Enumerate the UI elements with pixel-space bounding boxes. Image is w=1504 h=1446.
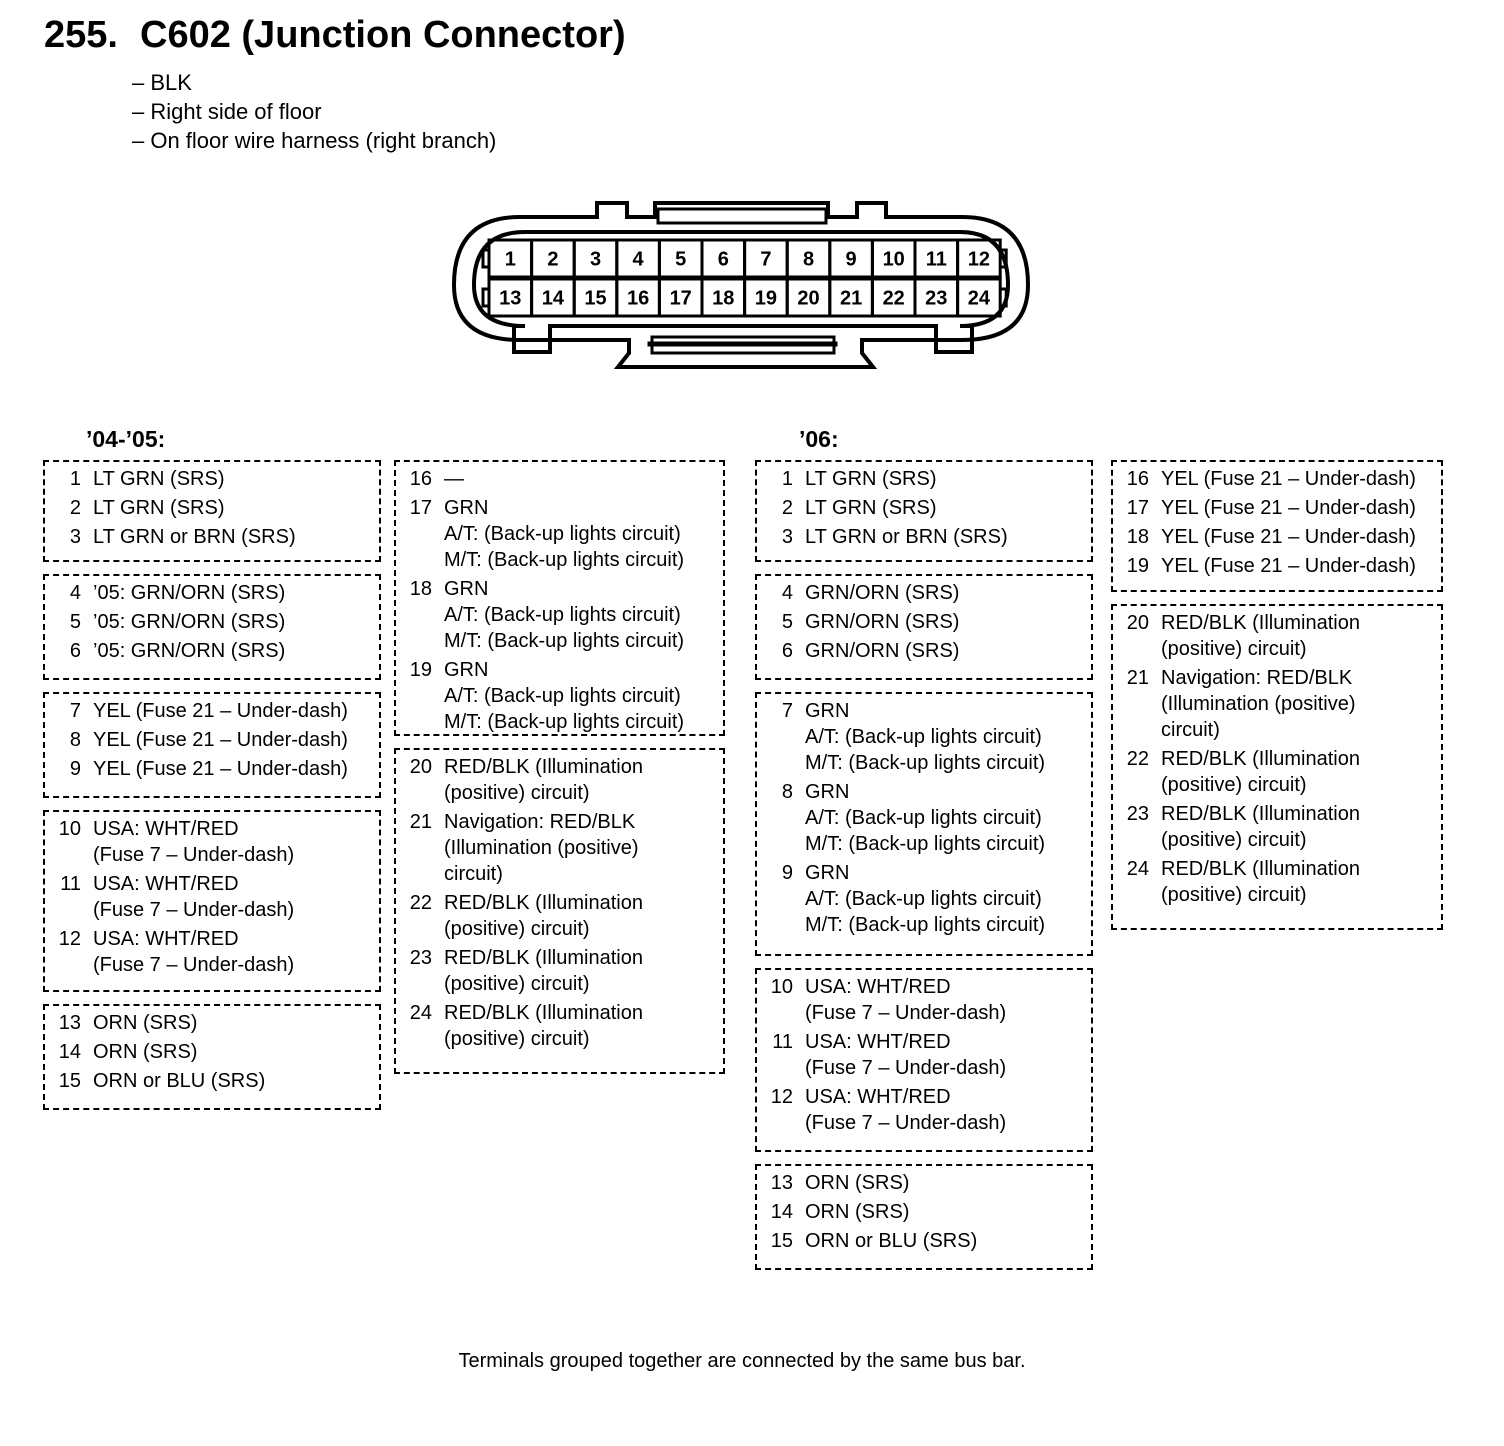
era-label-2006: ’06: [799,426,839,452]
footnote: Terminals grouped together are connected by the same bus bar. [458,1350,1026,1372]
bus-group-box [43,460,381,562]
wire-description: GRN [805,862,850,884]
terminal-entry [402,576,723,654]
terminal-entry [51,466,379,492]
terminal-entry [402,1000,723,1052]
wire-description-continued: (positive) circuit) [444,973,590,995]
wire-description: GRN/ORN (SRS) [805,640,960,662]
terminal-number: 13 [58,1012,81,1034]
terminal-number: 18 [409,578,432,600]
pin-number: 5 [675,248,687,271]
terminal-entry [51,1039,379,1065]
bus-group-box [1111,604,1443,930]
terminal-number: 24 [1126,858,1149,880]
terminal-number: 1 [781,468,793,490]
wire-description: RED/BLK (Illumination [444,756,643,778]
pin-number: 8 [802,248,815,271]
terminal-number: 6 [69,640,81,662]
terminal-entry [1119,466,1441,492]
wire-description: RED/BLK (Illumination [1161,803,1360,825]
bus-group-box [755,692,1093,956]
terminal-entry [1119,524,1441,550]
bus-group-box [755,1164,1093,1270]
pin-number: 7 [760,248,772,271]
terminal-number: 19 [409,659,432,681]
wire-description: USA: WHT/RED [93,928,239,950]
terminal-number: 4 [69,582,81,604]
pin-number: 20 [797,287,820,310]
circuit-note: M/T: (Back-up lights circuit) [444,549,685,571]
terminal-entry [763,1084,1091,1136]
terminal-entry [51,1010,379,1036]
terminal-entry [51,816,379,868]
terminal-number: 22 [1126,748,1149,770]
terminal-number: 3 [781,526,793,548]
wire-description-continued: (positive) circuit) [444,918,590,940]
terminal-number: 14 [58,1041,81,1063]
terminal-number: 15 [770,1230,793,1252]
terminal-entry [51,727,379,753]
pin-number: 10 [882,248,905,271]
pin-number: 3 [589,248,602,271]
wire-description-continued: (positive) circuit) [1161,829,1307,851]
wire-description: ’05: GRN/ORN (SRS) [93,611,286,633]
pin-number: 4 [632,248,644,271]
terminal-number: 12 [770,1086,793,1108]
terminal-number: 24 [409,1002,432,1024]
terminal-entry [402,809,723,887]
wire-description: RED/BLK (Illumination [444,892,643,914]
wire-description: LT GRN (SRS) [805,497,937,519]
connector-face-diagram [440,190,1040,380]
terminal-number: 5 [781,611,793,633]
terminal-number: 15 [58,1070,81,1092]
circuit-note: M/T: (Back-up lights circuit) [805,914,1046,936]
terminal-entry [51,609,379,635]
wire-description: GRN [444,578,489,600]
terminal-number: 8 [781,781,793,803]
wire-description-continued: (Illumination (positive) [1161,693,1356,715]
wire-description: YEL (Fuse 21 – Under-dash) [93,758,348,780]
wire-description: YEL (Fuse 21 – Under-dash) [1161,468,1416,490]
wire-description: ORN (SRS) [805,1201,910,1223]
circuit-note: A/T: (Back-up lights circuit) [444,604,681,626]
bus-group-box [755,574,1093,680]
terminal-number: 16 [409,468,432,490]
wire-description: RED/BLK (Illumination [1161,858,1360,880]
connector-title: C602 (Junction Connector) [140,14,626,56]
terminal-number: 20 [1126,612,1149,634]
wire-description: USA: WHT/RED [805,1086,951,1108]
wire-description-continued: (positive) circuit) [444,1028,590,1050]
terminal-entry [763,580,1091,606]
pin-number: 21 [839,287,863,310]
terminal-entry [402,945,723,997]
terminal-number: 17 [409,497,432,519]
wire-description: ORN (SRS) [93,1012,198,1034]
wire-description: GRN [444,497,489,519]
wire-description: YEL (Fuse 21 – Under-dash) [93,700,348,722]
pin-number: 12 [967,248,991,271]
terminal-entry [51,756,379,782]
wire-description: RED/BLK (Illumination [444,947,643,969]
terminal-entry [402,754,723,806]
bus-group-box [43,692,381,798]
bus-group-box [43,810,381,992]
terminal-entry [763,524,1091,550]
terminal-entry [402,495,723,573]
terminal-entry [51,524,379,550]
era-label-2004-2005: ’04-’05: [86,426,166,452]
page-title [44,14,626,57]
wire-description: LT GRN or BRN (SRS) [805,526,1008,548]
terminal-number: 19 [1126,555,1149,577]
pin-number: 18 [712,287,735,310]
terminal-entry [763,1170,1091,1196]
terminal-entry [763,495,1091,521]
pin-number: 24 [967,287,991,310]
terminal-entry [1119,553,1441,579]
terminal-number: 23 [1126,803,1149,825]
wire-description-continued: (Fuse 7 – Under-dash) [93,899,295,921]
circuit-note: A/T: (Back-up lights circuit) [805,807,1042,829]
wire-description-continued: (positive) circuit) [1161,774,1307,796]
terminal-number: 12 [58,928,81,950]
pin-number: 16 [626,287,650,310]
terminal-entry [402,657,723,735]
wire-description: YEL (Fuse 21 – Under-dash) [1161,555,1416,577]
circuit-note: A/T: (Back-up lights circuit) [444,685,681,707]
wire-description: USA: WHT/RED [805,1031,951,1053]
terminal-entry [51,698,379,724]
terminal-entry [1119,856,1441,908]
pin-number: 17 [669,287,692,310]
circuit-note: M/T: (Back-up lights circuit) [805,833,1046,855]
pin-number: 1 [504,248,516,271]
wire-description: LT GRN (SRS) [805,468,937,490]
terminal-number: 11 [772,1031,793,1053]
terminal-number: 17 [1126,497,1149,519]
detail-color: – BLK [132,70,192,95]
terminal-entry [51,871,379,923]
wire-description: GRN [805,700,850,722]
bus-group-box [755,460,1093,562]
pin-number: 23 [925,287,948,310]
terminal-number: 23 [409,947,432,969]
circuit-note: A/T: (Back-up lights circuit) [805,726,1042,748]
wire-description: YEL (Fuse 21 – Under-dash) [1161,526,1416,548]
circuit-note: M/T: (Back-up lights circuit) [805,752,1046,774]
terminal-number: 22 [409,892,432,914]
wire-description-continued: (Illumination (positive) [444,837,639,859]
terminal-entry [51,495,379,521]
detail-location: – Right side of floor [132,99,322,124]
wire-description: RED/BLK (Illumination [444,1002,643,1024]
wire-description-continued: (positive) circuit) [1161,638,1307,660]
bus-group-box [394,460,725,736]
detail-harness: – On floor wire harness (right branch) [132,128,497,153]
wire-description: — [444,468,464,490]
terminal-entry [51,1068,379,1094]
terminal-entry [1119,801,1441,853]
bus-group-box [755,968,1093,1152]
wire-description: ORN (SRS) [805,1172,910,1194]
wire-description-continued: circuit) [1161,719,1220,741]
terminal-number: 1 [69,468,81,490]
pin-number: 22 [882,287,905,310]
wire-description: ’05: GRN/ORN (SRS) [93,582,286,604]
wire-description: RED/BLK (Illumination [1161,748,1360,770]
wire-description: Navigation: RED/BLK [1161,667,1353,689]
pin-number: 14 [541,287,565,310]
pin-number: 6 [717,248,729,271]
wire-description: LT GRN (SRS) [93,468,225,490]
terminal-entry [1119,610,1441,662]
terminal-number: 10 [58,818,81,840]
wire-description-continued: (Fuse 7 – Under-dash) [805,1057,1007,1079]
terminal-entry [763,609,1091,635]
terminal-entry [763,974,1091,1026]
circuit-note: M/T: (Back-up lights circuit) [444,630,685,652]
circuit-note: A/T: (Back-up lights circuit) [805,888,1042,910]
wire-description-continued: (Fuse 7 – Under-dash) [93,844,295,866]
wire-description-continued: circuit) [444,863,503,885]
terminal-entry [763,860,1091,938]
bus-group-box [394,748,725,1074]
wire-description: GRN [805,781,850,803]
wire-description: ’05: GRN/ORN (SRS) [93,640,286,662]
wire-description: GRN [444,659,489,681]
wire-description-continued: (positive) circuit) [1161,884,1307,906]
terminal-number: 11 [60,873,81,895]
terminal-entry [763,466,1091,492]
terminal-entry [1119,746,1441,798]
terminal-entry [51,580,379,606]
wire-description: RED/BLK (Illumination [1161,612,1360,634]
bus-group-box [43,574,381,680]
terminal-number: 6 [781,640,793,662]
wire-description: LT GRN or BRN (SRS) [93,526,296,548]
wire-description: USA: WHT/RED [805,976,951,998]
wire-description: YEL (Fuse 21 – Under-dash) [1161,497,1416,519]
terminal-entry [763,638,1091,664]
terminal-number: 21 [409,811,432,833]
bus-group-box [1111,460,1443,592]
terminal-number: 4 [781,582,793,604]
terminal-number: 20 [409,756,432,778]
terminal-number: 7 [781,700,793,722]
terminal-entry [763,1199,1091,1225]
wire-description: ORN (SRS) [93,1041,198,1063]
terminal-entry [763,1228,1091,1254]
terminal-number: 3 [69,526,81,548]
terminal-entry [763,779,1091,857]
terminal-number: 7 [69,700,81,722]
wire-description: ORN or BLU (SRS) [805,1230,978,1252]
wire-description: LT GRN (SRS) [93,497,225,519]
terminal-number: 10 [770,976,793,998]
wire-description: GRN/ORN (SRS) [805,611,960,633]
pin-number: 9 [845,248,857,271]
wire-description-continued: (positive) circuit) [444,782,590,804]
terminal-entry [1119,495,1441,521]
terminal-entry [1119,665,1441,743]
terminal-number: 2 [781,497,793,519]
circuit-note: A/T: (Back-up lights circuit) [444,523,681,545]
terminal-entry [763,698,1091,776]
connector-details [132,68,496,155]
pin-number: 13 [499,287,522,310]
wire-description: ORN or BLU (SRS) [93,1070,266,1092]
terminal-number: 5 [69,611,81,633]
terminal-entry [51,926,379,978]
terminal-number: 9 [69,758,81,780]
terminal-number: 14 [770,1201,793,1223]
wire-description: YEL (Fuse 21 – Under-dash) [93,729,348,751]
terminal-number: 16 [1126,468,1149,490]
terminal-entry [402,466,723,492]
pin-grid [483,240,1006,316]
wire-description: USA: WHT/RED [93,818,239,840]
wire-description: GRN/ORN (SRS) [805,582,960,604]
wire-description-continued: (Fuse 7 – Under-dash) [805,1002,1007,1024]
connector-number: 255. [44,14,118,56]
wire-description-continued: (Fuse 7 – Under-dash) [93,954,295,976]
bus-group-box [43,1004,381,1110]
wire-description-continued: (Fuse 7 – Under-dash) [805,1112,1007,1134]
pin-number: 11 [925,248,947,271]
pin-number: 19 [754,287,778,310]
terminal-number: 8 [69,729,81,751]
terminal-entry [402,890,723,942]
terminal-entry [763,1029,1091,1081]
pin-number: 15 [584,287,607,310]
wire-description: USA: WHT/RED [93,873,239,895]
terminal-number: 21 [1126,667,1149,689]
terminal-number: 18 [1126,526,1149,548]
circuit-note: M/T: (Back-up lights circuit) [444,711,685,733]
wire-description: Navigation: RED/BLK [444,811,636,833]
terminal-entry [51,638,379,664]
terminal-number: 9 [781,862,793,884]
pin-number: 2 [547,248,559,271]
terminal-number: 2 [69,497,81,519]
terminal-number: 13 [770,1172,793,1194]
